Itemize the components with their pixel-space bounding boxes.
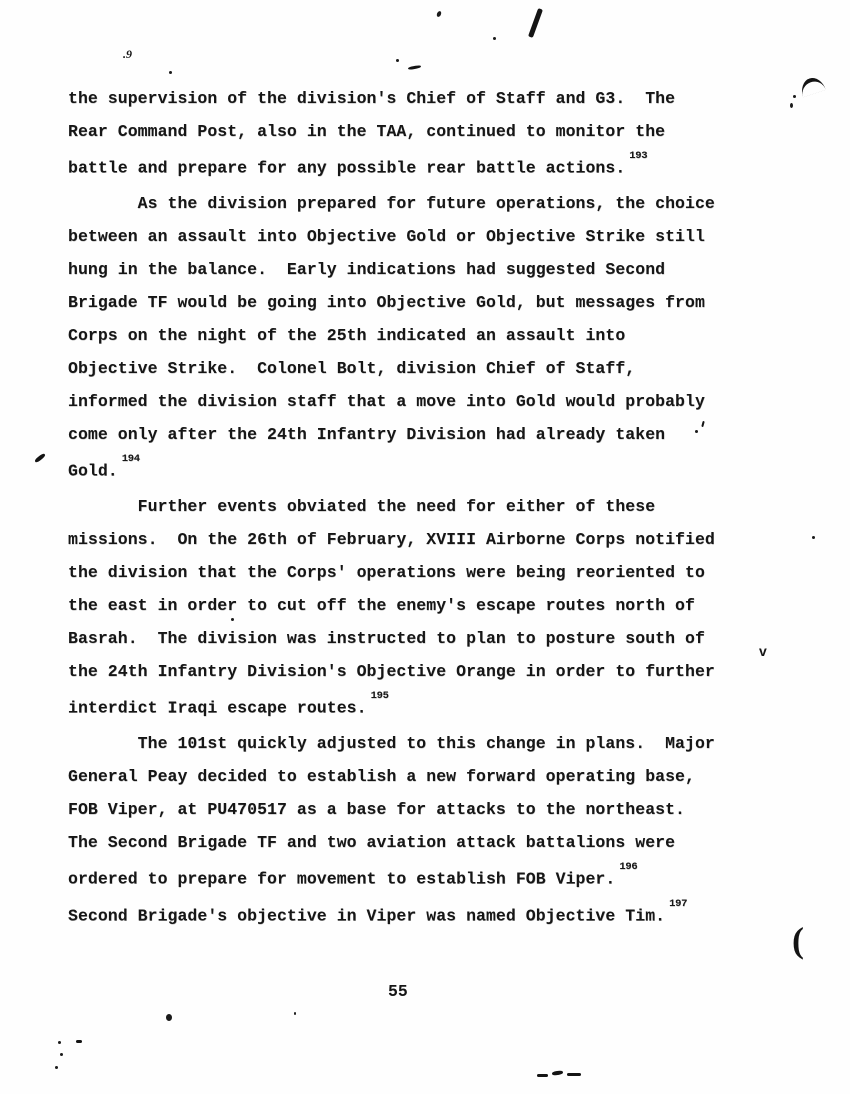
- paragraph: [68, 490, 768, 725]
- ink-speck: [231, 618, 234, 621]
- ink-speck: [55, 1066, 58, 1069]
- text-line: interdict Iraqi escape routes.$^{195}$: [68, 690, 389, 718]
- paragraph: [68, 187, 768, 488]
- ink-speck: [169, 71, 172, 74]
- text-line: informed the division staff that a move into Gold would probably: [68, 392, 705, 411]
- text-line: Further events obviated the need for either of these: [68, 497, 656, 516]
- text-line: come only after the 24th Infantry Division had already taken: [68, 425, 666, 444]
- ink-speck: [294, 1012, 296, 1015]
- text-line: hung in the balance. Early indications had suggested Second: [68, 260, 666, 279]
- text-line: missions. On the 26th of February, XVIII Airborne Corps notified: [68, 530, 715, 549]
- text-line: between an assault into Objective Gold or Objective Strike still: [68, 227, 705, 246]
- text-line: Rear Command Post, also in the TAA, continued to monitor the: [68, 122, 666, 141]
- parenthesis-artifact: (: [792, 920, 804, 960]
- text-line: the division that the Corps' operations were being reoriented to: [68, 563, 705, 582]
- text-line: Second Brigade's objective in Viper was named Objective Tim.$^{197}$: [68, 897, 688, 925]
- text-line: The Second Brigade TF and two aviation attack battalions were: [68, 833, 676, 852]
- page-number: 55: [388, 982, 408, 1001]
- ink-speck: [76, 1040, 82, 1043]
- text-line: the east in order to cut off the enemy's escape routes north of: [68, 596, 695, 615]
- check-mark-artifact: [34, 453, 46, 464]
- body-text: [68, 82, 768, 932]
- text-line: Gold.$^{194}$: [68, 453, 140, 481]
- ink-speck: [790, 103, 793, 108]
- paragraph: [68, 727, 768, 932]
- ink-speck: [812, 536, 815, 539]
- underline-dash: [537, 1074, 548, 1077]
- text-line: ordered to prepare for movement to establish FOB Viper.$^{196}$: [68, 861, 638, 889]
- text-line: Brigade TF would be going into Objective Gold, but messages from: [68, 293, 705, 312]
- footnote-ref-195: 195: [370, 690, 389, 702]
- text-line: As the division prepared for future operations, the choice: [68, 194, 715, 213]
- text-line: the 24th Infantry Division's Objective Orange in order to further: [68, 662, 715, 681]
- text-line: Basrah. The division was instructed to plan to posture south of: [68, 629, 705, 648]
- footnote-ref-197: 197: [669, 897, 688, 910]
- text-line: General Peay decided to establish a new forward operating base,: [68, 767, 695, 786]
- ink-stroke-artifact: [528, 8, 543, 38]
- ink-dot: [166, 1014, 172, 1021]
- text-line: battle and prepare for any possible rear battle actions.$^{193}$: [68, 150, 648, 178]
- ink-speck: [695, 430, 698, 433]
- footnote-ref-193: 193: [629, 150, 648, 162]
- text-line: FOB Viper, at PU470517 as a base for attacks to the northeast.: [68, 800, 685, 819]
- text-line: Objective Strike. Colonel Bolt, division Chief of Staff,: [68, 359, 636, 378]
- ink-speck: [58, 1041, 61, 1044]
- paragraph: [68, 82, 768, 185]
- ink-speck: [436, 10, 442, 17]
- ink-dash-artifact: [408, 65, 421, 70]
- ink-speck: [493, 37, 496, 40]
- footnote-ref-196: 196: [619, 861, 638, 873]
- footnote-ref-194: 194: [121, 453, 140, 465]
- underline-dash: [567, 1073, 581, 1076]
- underline-dash: [552, 1070, 563, 1075]
- ink-speck: [793, 95, 796, 98]
- ink-speck: [396, 59, 399, 62]
- v-mark-artifact: v: [759, 643, 767, 659]
- text-line: The 101st quickly adjusted to this change in plans. Major: [68, 734, 715, 753]
- text-line: the supervision of the division's Chief of Staff and G3. The: [68, 89, 676, 108]
- pen-curve-artifact: [798, 75, 826, 98]
- smudge-mark: .9: [123, 47, 132, 61]
- ink-speck: [60, 1053, 63, 1056]
- text-line: Corps on the night of the 25th indicated an assault into: [68, 326, 626, 345]
